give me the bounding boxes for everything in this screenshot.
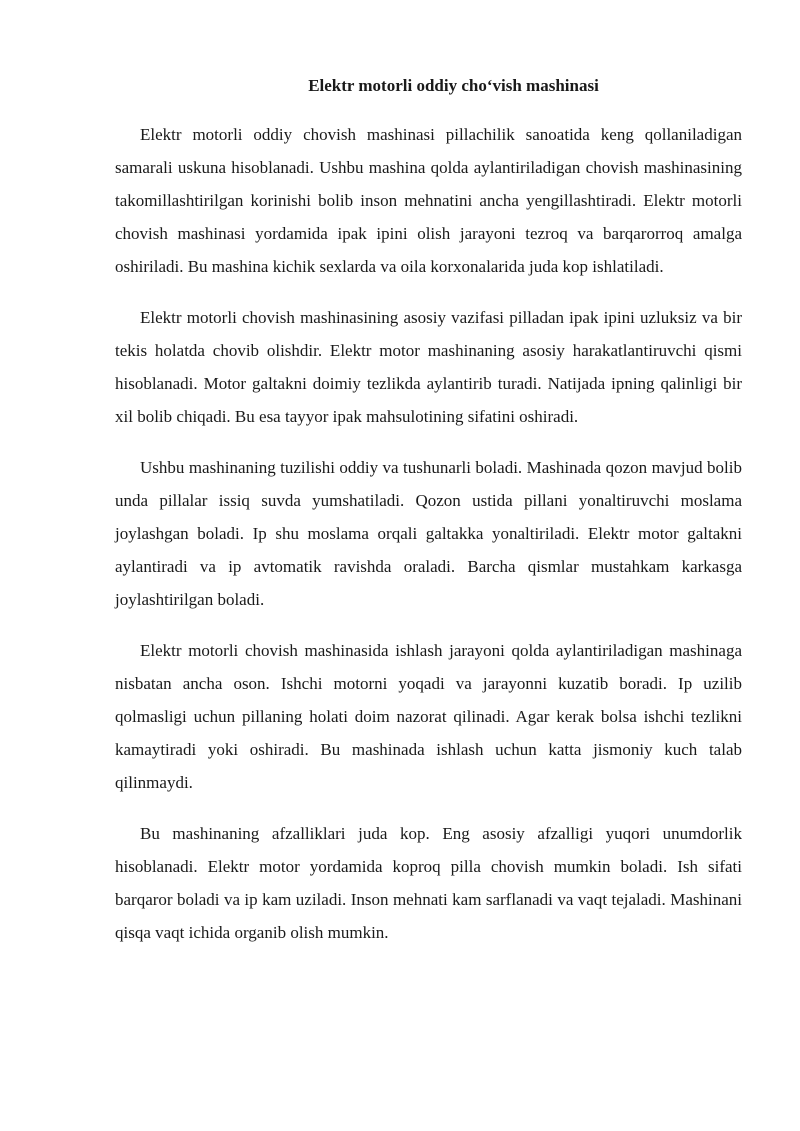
paragraph-operation: Elektr motorli chovish mashinasida ishlash jarayoni qolda aylantiriladigan mashinaga nisbatan ancha oson. Ishchi motorni yoqadi va jarayonni kuzatib boradi. Ip uzilib qolmasligi uchun pillaning holati doim nazorat qilinadi. Agar kerak bolsa ishchi tezlikni kamaytiradi yoki oshiradi. Bu mashinada ishlash uchun katta jismoniy kuch talab qilinmaydi. (115, 641, 742, 792)
paragraph-advantages: Bu mashinaning afzalliklari juda kop. Eng asosiy afzalligi yuqori unumdorlik hisoblanadi. Elektr motor yordamida koproq pilla chovish mumkin boladi. Ish sifati barqaror boladi va ip kam uziladi. Inson mehnati kam sarflanadi va vaqt tejaladi. Mashinani qisqa vaqt ichida organib olish mumkin. (115, 824, 742, 942)
document-body (115, 74, 742, 967)
paragraph-structure: Ushbu mashinaning tuzilishi oddiy va tushunarli boladi. Mashinada qozon mavjud bolib unda pillalar issiq suvda yumshatiladi. Qozon ustida pillani yonaltiruvchi moslama joylashgan boladi. Ip shu moslama orqali galtakka yonaltiriladi. Elektr motor galtakni aylantiradi va ip avtomatik ravishda oraladi. Barcha qismlar mustahkam karkasga joylashtirilgan boladi. (115, 458, 742, 609)
document-title: Elektr motorli oddiy cho‘vish mashinasi (308, 76, 599, 95)
paragraph-intro: Elektr motorli oddiy chovish mashinasi pillachilik sanoatida keng qollaniladigan samarali uskuna hisoblanadi. Ushbu mashina qolda aylantiriladigan chovish mashinasining takomillashtirilgan korinishi bolib inson mehnatini ancha yengillashtiradi. Elektr motorli chovish mashinasi yordamida ipak ipini olish jarayoni tezroq va barqarorroq amalga oshiriladi. Bu mashina kichik sexlarda va oila korxonalarida juda kop ishlatiladi. (115, 125, 742, 276)
paragraph-purpose: Elektr motorli chovish mashinasining asosiy vazifasi pilladan ipak ipini uzluksiz va bir tekis holatda chovib olishdir. Elektr motor mashinaning asosiy harakatlantiruvchi qismi hisoblanadi. Motor galtakni doimiy tezlikda aylantirib turadi. Natijada ipning qalinligi bir xil bolib chiqadi. Bu esa tayyor ipak mahsulotining sifatini oshiradi. (115, 308, 742, 426)
